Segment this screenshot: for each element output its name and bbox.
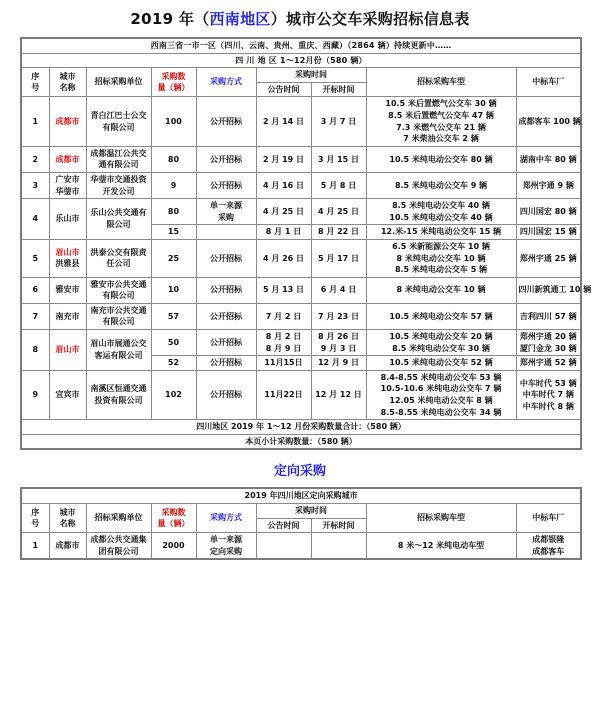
table-header-row-1 (21, 68, 581, 83)
text-line: 8.5 米纯电动公交车 40 辆 (392, 201, 490, 211)
cell-mode (196, 225, 256, 240)
text-line: 郑州宇通 25 辆 (519, 253, 577, 263)
text-line: 10.5 米纯电动公交车 40 辆 (389, 212, 493, 222)
cell-quantity: 80 (151, 146, 196, 172)
sichuan-procurement-table (20, 37, 592, 450)
cell-no: 4 (21, 199, 49, 240)
cell-announce-time (256, 533, 311, 560)
cell-city (49, 370, 86, 419)
cell-no: 3 (21, 172, 49, 198)
text-line: 8 米纯电动公交车 10 辆 (396, 253, 486, 263)
total-label: 四川地区 2019 年 1～12 月份采购数量合计：（580 辆） (21, 420, 581, 435)
city-line: 成都市 (55, 154, 80, 164)
cell-open-time: 12 月 12 日 (311, 370, 366, 419)
text-line: 8 米纯电动公交车 10 辆 (396, 285, 486, 295)
text-line: 7 米柴油公交车 2 辆 (403, 134, 479, 144)
unit-line: 成都温江公共交 (90, 148, 147, 158)
header-city: 城市 名称 (49, 504, 86, 533)
cell-open-time: 6 月 4 日 (311, 277, 366, 303)
header-no: 序 号 (21, 504, 49, 533)
cell-no: 9 (21, 370, 49, 419)
cell-unit (86, 172, 151, 198)
cell-maker (516, 330, 581, 356)
cell-model (366, 356, 516, 371)
cell-quantity: 50 (151, 330, 196, 356)
cell-mode: 单一来源 定向采购 (196, 533, 256, 560)
cell-quantity: 10 (151, 277, 196, 303)
cell-no: 2 (21, 146, 49, 172)
cell-open-time: 4 月 25 日 (311, 199, 366, 225)
unit-line: 限公司 (106, 220, 131, 230)
text-line: 中车时代 53 辆 (519, 378, 577, 388)
cell-unit (86, 277, 151, 303)
cell-model (366, 199, 516, 225)
cell-announce-time: 4 月 26 日 (256, 239, 311, 277)
cell-unit (86, 533, 151, 560)
text-line: 12.米-15 米纯电动公交车 15 辆 (380, 227, 502, 237)
cell-announce-time: 4 月 25 日 (256, 199, 311, 225)
text-line: 8.5 米纯电动公交车 30 辆 (392, 343, 490, 353)
header-quantity: 采购数 量（辆） (151, 68, 196, 97)
text-line: 6.5 米新能源公交车 10 辆 (392, 241, 490, 251)
table-row (21, 146, 581, 172)
unit-line: 投资有限公司 (94, 396, 143, 406)
cell-maker (516, 239, 581, 277)
cell-unit (86, 303, 151, 329)
text-line: 成都客车 (532, 546, 565, 556)
text-line: 郑州宇通 9 辆 (522, 180, 574, 190)
city-line: 眉山市 (55, 247, 80, 257)
table-row (21, 370, 581, 419)
cell-no: 1 (21, 533, 49, 560)
unit-line: 开发公司 (102, 186, 135, 196)
city-line: 南充市 (55, 311, 80, 321)
cell-quantity: 15 (151, 225, 196, 240)
table-row (21, 199, 581, 225)
header-open-time: 开标时间 (311, 82, 366, 97)
cell-open-time: 8 月 22 日 (311, 225, 366, 240)
directed-table-body (21, 488, 581, 559)
cell-mode: 公开招标 (196, 303, 256, 329)
table-row (21, 172, 581, 198)
cell-model (366, 533, 516, 560)
cell-quantity: 9 (151, 172, 196, 198)
cell-open-time: 3 月 7 日 (311, 97, 366, 146)
title-prefix: 2019 年（ (130, 10, 210, 28)
cell-announce-time: 5 月 13 日 (256, 277, 311, 303)
text-line: 10.5 米纯电动公交车 20 辆 (389, 332, 493, 342)
cell-no: 7 (21, 303, 49, 329)
cell-quantity: 52 (151, 356, 196, 371)
header-maker: 中标车厂 (516, 504, 581, 533)
text-line: 四川国宏 15 辆 (519, 227, 577, 237)
header-time: 采购时间 (256, 68, 366, 83)
province-banner-row (21, 53, 581, 68)
text-line: 10.5 米纯电动公交车 80 辆 (389, 154, 493, 164)
section-title-directed-procurement: 定向采购 (273, 464, 326, 480)
cell-unit (86, 239, 151, 277)
unit-line: 乐山公共交通有 (90, 208, 147, 218)
directed-table-wrapper (0, 487, 600, 560)
title-suffix: ）城市公交车采购招标信息表 (270, 10, 470, 28)
cell-city (49, 330, 86, 371)
text-line: 8.4-8.55 米纯电动公交车 53 辆 (380, 372, 502, 382)
cell-model (366, 146, 516, 172)
header-city: 城市 名称 (49, 68, 86, 97)
header-mode: 采购方式 (196, 68, 256, 97)
cell-city (49, 239, 86, 277)
unit-line: 眉山市展通公交 (90, 339, 147, 349)
unit-line: 华蓥市交通投资 (90, 174, 147, 184)
cell-quantity: 25 (151, 239, 196, 277)
cell-model (366, 370, 516, 419)
text-line: 8 月 9 日 (265, 343, 302, 353)
text-line: 湖南中车 80 辆 (519, 154, 577, 164)
header-open-time: 开标时间 (311, 518, 366, 533)
cell-city: 成都市 (49, 533, 86, 560)
region-banner: 西南三省一市一区（四川、云南、贵州、重庆、西藏）（2864 辆）持续更新中…… (21, 38, 581, 53)
cell-mode: 公开招标 (196, 356, 256, 371)
cell-unit (86, 97, 151, 146)
cell-city (49, 172, 86, 198)
text-line: 10.5-10.6 米纯电动公交车 7 辆 (380, 384, 502, 394)
cell-no: 1 (21, 97, 49, 146)
cell-no: 5 (21, 239, 49, 277)
unit-line: 成都公共交通集 (90, 535, 147, 545)
page-title (0, 0, 600, 37)
cell-maker (516, 370, 581, 419)
text-line: 中车时代 8 辆 (522, 401, 574, 411)
cell-model (366, 225, 516, 240)
cell-open-time: 7 月 23 日 (311, 303, 366, 329)
unit-line: 洪泰公交有限责 (90, 247, 147, 257)
city-line: 乐山市 (55, 214, 80, 224)
cell-mode: 公开招标 (196, 370, 256, 419)
directed-procurement-table (20, 487, 582, 560)
cell-unit (86, 330, 151, 371)
cell-unit (86, 146, 151, 172)
cell-announce-time: 2 月 19 日 (256, 146, 311, 172)
text-line: 四川国宏 80 辆 (519, 206, 577, 216)
cell-announce-time: 11月15日 (256, 356, 311, 371)
text-line: 厦门金龙 30 辆 (519, 343, 577, 353)
cell-model (366, 303, 516, 329)
cell-quantity: 2000 (151, 533, 196, 560)
header-mode: 采购方式 (196, 504, 256, 533)
unit-line: 团有限公司 (98, 546, 139, 556)
cell-no: 6 (21, 277, 49, 303)
header-model: 招标采购车型 (366, 504, 516, 533)
table-row (21, 239, 581, 277)
cell-announce-time: 8 月 1 日 (256, 225, 311, 240)
cell-mode: 公开招标 (196, 330, 256, 356)
cell-maker (516, 225, 581, 240)
unit-line: 有限公司 (102, 122, 135, 132)
unit-line: 通有限公司 (98, 160, 139, 170)
header-announce-time: 公告时间 (256, 518, 311, 533)
cell-model (366, 330, 516, 356)
cell-mode: 公开招标 (196, 277, 256, 303)
header-no: 序 号 (21, 68, 49, 97)
text-line: 10.5 米纯电动公交车 52 辆 (389, 358, 493, 368)
header-time: 采购时间 (256, 504, 366, 519)
city-line: 眉山市 (55, 345, 80, 355)
cell-announce-time (256, 330, 311, 356)
cell-maker (516, 199, 581, 225)
city-line: 华蓥市 (55, 186, 80, 196)
text-line: 8 月 2 日 (265, 332, 302, 342)
cell-maker (516, 533, 581, 560)
text-line: 吉利四川 57 辆 (519, 311, 577, 321)
header-maker: 中标车厂 (516, 68, 581, 97)
city-line: 成都市 (55, 116, 80, 126)
cell-maker (516, 303, 581, 329)
unit-line: 南充市公共交通 (90, 305, 147, 315)
cell-open-time: 3 月 15 日 (311, 146, 366, 172)
cell-maker (516, 277, 592, 303)
main-table-wrapper (0, 37, 600, 450)
cell-mode: 单一来源 采购 (196, 199, 256, 225)
cell-open-time (311, 330, 366, 356)
cell-city (49, 277, 86, 303)
cell-open-time: 5 月 17 日 (311, 239, 366, 277)
header-unit: 招标采购单位 (86, 504, 151, 533)
cell-mode: 公开招标 (196, 146, 256, 172)
cell-announce-time: 4 月 16 日 (256, 172, 311, 198)
cell-quantity: 57 (151, 303, 196, 329)
cell-maker (516, 146, 581, 172)
directed-banner-row (21, 488, 581, 503)
unit-line: 任公司 (106, 259, 131, 269)
cell-unit (86, 199, 151, 240)
page-subtotal-row (21, 434, 581, 449)
cell-city (49, 199, 86, 240)
city-line: 雅安市 (55, 285, 80, 295)
table-row (21, 97, 581, 146)
page-subtotal-label: 本页小计采购数量：（580 辆） (21, 434, 581, 449)
text-line: 8.5 米纯电动公交车 5 辆 (394, 265, 488, 275)
cell-maker (516, 172, 581, 198)
text-line: 中车时代 7 辆 (522, 390, 574, 400)
total-row (21, 420, 581, 435)
unit-line: 有限公司 (102, 291, 135, 301)
directed-banner: 2019 年四川地区定向采购城市 (21, 488, 581, 503)
unit-line: 青白江巴士公交 (90, 110, 147, 120)
table-row (21, 533, 581, 560)
text-line: 10.5 米后置燃气公交车 30 辆 (385, 99, 497, 109)
cell-open-time: 5 月 8 日 (311, 172, 366, 198)
cell-unit (86, 370, 151, 419)
cell-city (49, 97, 86, 146)
text-line: 成都客车 100 辆 (518, 116, 581, 126)
unit-line: 客运有限公司 (94, 350, 143, 360)
header-quantity: 采购数 量（辆） (151, 504, 196, 533)
table-row (21, 330, 581, 356)
unit-line: 雅安市公共交通 (90, 279, 147, 289)
city-line: 洪雅县 (55, 259, 80, 269)
cell-model (366, 239, 516, 277)
text-line: 四川新筑通工 10 辆 (518, 285, 592, 295)
cell-open-time: 12 月 9 日 (311, 356, 366, 371)
text-line: 7.3 米燃气公交车 21 辆 (396, 122, 486, 132)
text-line: 郑州宇通 20 辆 (519, 332, 577, 342)
cell-city (49, 303, 86, 329)
cell-model (366, 277, 516, 303)
table-row (21, 277, 581, 303)
cell-announce-time: 2 月 14 日 (256, 97, 311, 146)
text-line: 8.5 米后置燃气公交车 47 辆 (388, 110, 494, 120)
text-line: 郑州宇通 52 辆 (519, 358, 577, 368)
region-banner-row (21, 38, 581, 53)
cell-open-time (311, 533, 366, 560)
title-highlight: 西南地区 (209, 10, 271, 28)
cell-quantity: 102 (151, 370, 196, 419)
text-line: 8.5 米纯电动公交车 9 辆 (394, 180, 488, 190)
directed-header-row-1 (21, 504, 581, 519)
cell-maker (516, 97, 581, 146)
cell-announce-time: 7 月 2 日 (256, 303, 311, 329)
cell-city (49, 146, 86, 172)
cell-mode: 公开招标 (196, 239, 256, 277)
header-model: 招标采购车型 (366, 68, 516, 97)
cell-no: 8 (21, 330, 49, 371)
cell-mode: 公开招标 (196, 172, 256, 198)
text-line: 8 米～12 米纯电动车型 (397, 540, 485, 550)
unit-line: 有限公司 (102, 317, 135, 327)
cell-maker (516, 356, 581, 371)
text-line: 12.05 米纯电动公交车 8 辆 (389, 396, 493, 406)
text-line: 8 月 26 日 (317, 332, 360, 342)
text-line: 9 月 3 日 (320, 343, 357, 353)
province-banner: 四 川 地 区 1～12月份（580 辆） (21, 53, 581, 68)
header-unit: 招标采购单位 (86, 68, 151, 97)
cell-mode: 公开招标 (196, 97, 256, 146)
text-line: 成都银隆 (532, 535, 565, 545)
cell-quantity: 100 (151, 97, 196, 146)
header-announce-time: 公告时间 (256, 82, 311, 97)
cell-model (366, 172, 516, 198)
unit-line: 南溪区恒通交通 (90, 384, 147, 394)
cell-model (366, 97, 516, 146)
table-body (21, 38, 592, 449)
cell-announce-time: 11月22日 (256, 370, 311, 419)
text-line: 8.5-8.55 米纯电动公交车 34 辆 (380, 407, 502, 417)
city-line: 宜宾市 (55, 390, 80, 400)
table-row (21, 303, 581, 329)
text-line: 10.5 米纯电动公交车 57 辆 (389, 311, 493, 321)
city-line: 广安市 (55, 174, 80, 184)
cell-quantity: 80 (151, 199, 196, 225)
